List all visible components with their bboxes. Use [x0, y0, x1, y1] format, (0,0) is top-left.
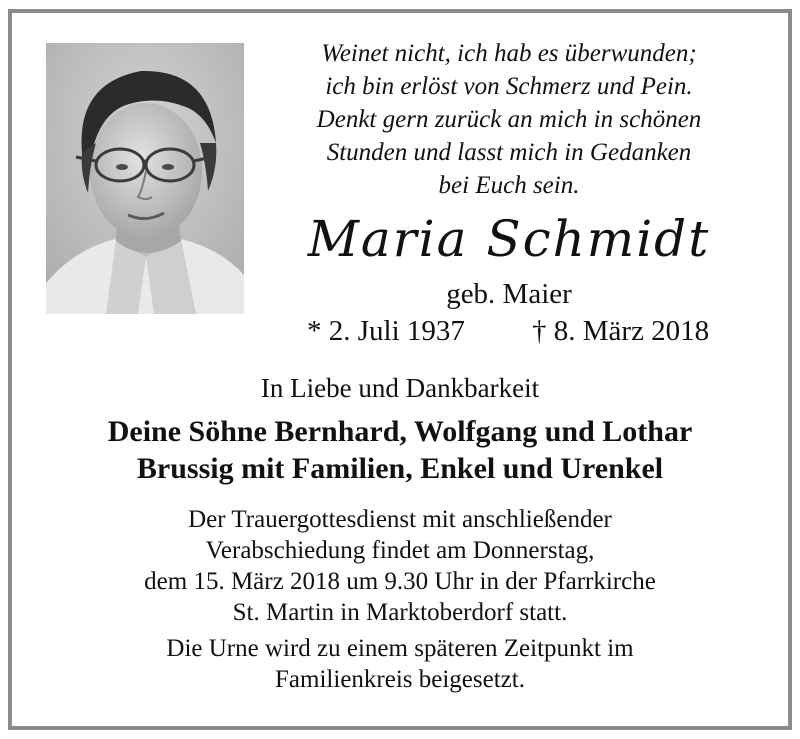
- birth-name: geb. Maier: [446, 278, 572, 310]
- urn-line: Die Urne wird zu einem späteren Zeitpunkt im: [166, 635, 634, 662]
- poem-line: Weinet nicht, ich hab es überwunden;: [321, 40, 697, 67]
- poem-line: Denkt gern zurück an mich in schönen: [316, 106, 702, 133]
- mourners: [12, 413, 788, 487]
- portrait-photo: [46, 43, 244, 314]
- mourners-line: Deine Söhne Bernhard, Wolfgang und Lothar: [107, 415, 693, 448]
- poem-line: Stunden und lasst mich in Gedanken: [326, 139, 692, 166]
- urn-line: Familienkreis beigesetzt.: [275, 666, 525, 693]
- service-notice: [12, 504, 788, 628]
- service-line: Verabschiedung findet am Donnerstag,: [205, 537, 595, 564]
- portrait-image: [46, 43, 244, 314]
- death-date: † 8. März 2018: [532, 315, 710, 347]
- poem-verse: [274, 37, 744, 202]
- service-line: St. Martin in Marktoberdorf statt.: [232, 599, 568, 626]
- birth-date: * 2. Juli 1937: [307, 315, 465, 347]
- obituary-frame: [8, 9, 792, 730]
- poem-line: ich bin erlöst von Schmerz und Pein.: [325, 73, 693, 100]
- poem-line: bei Euch sein.: [438, 172, 580, 199]
- service-line: dem 15. März 2018 um 9.30 Uhr in der Pfarrkirche: [144, 568, 656, 595]
- service-line: Der Trauergottesdienst mit anschließender: [188, 506, 612, 533]
- mourners-line: Brussig mit Familien, Enkel und Urenkel: [136, 452, 664, 485]
- deceased-name: Maria Schmidt: [307, 210, 711, 268]
- thanks-line: In Liebe und Dankbarkeit: [260, 373, 540, 403]
- urn-notice: [12, 633, 788, 695]
